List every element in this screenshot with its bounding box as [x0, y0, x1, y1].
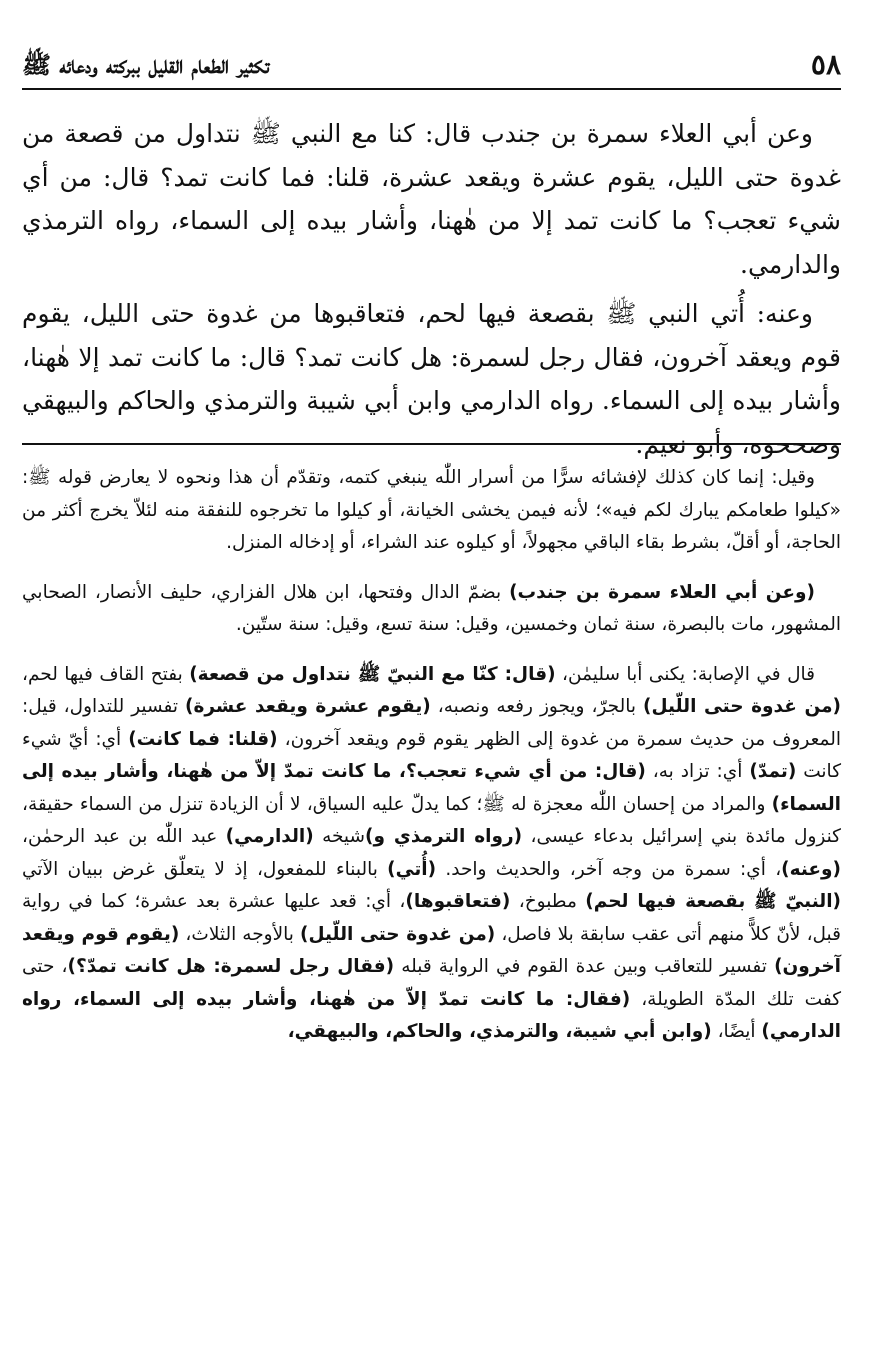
commentary-gloss: تفسير للتعاقب وبين عدة القوم في الرواية قبله: [394, 956, 775, 977]
commentary-gloss: قال في الإصابة: يكنى أبا سليمٰن،: [555, 663, 815, 685]
commentary-paragraph: [22, 577, 841, 642]
commentary-gloss: ، أي: سمرة من وجه آخر، والحديث واحد.: [436, 858, 782, 880]
commentary-gloss: تفسير للتداول، قيل: المعروف من حديث سمرة من غدوة إلى الظهر يقوم قوم ويقعد آخرون،: [22, 696, 841, 750]
commentary-lemma: (فتعاقبوها): [405, 891, 511, 912]
page-number: ٥٨: [810, 48, 841, 81]
commentary-gloss: أي: تزاد به،: [645, 761, 750, 782]
commentary-gloss: شيخه: [313, 826, 366, 847]
commentary-gloss: ، أي: قعد عليها عشرة بعد عشرة؛ كما في رواية قبل، لأنّ كلاًّ منهم أتى عقب سابقة بلا فاصل،: [22, 891, 841, 945]
commentary-lemma: (فقال: ما كانت تمدّ إلاّ من هٰهنا، وأشار بيده إلى السماء، رواه الدارمي): [22, 988, 841, 1042]
commentary-lemma: (رواه الترمذي و): [365, 826, 523, 847]
commentary-lemma: (يقوم قوم ويقعد آخرون): [22, 923, 841, 977]
page-header: [22, 48, 841, 84]
commentary-lemma: (وابن أبي شيبة، والترمذي، والحاكم، والبيهقي،: [287, 1021, 712, 1042]
commentary-gloss: بالأوجه الثلاث،: [179, 923, 301, 945]
commentary-lemma: (فقال رجل لسمرة: هل كانت تمدّ؟): [67, 956, 395, 977]
commentary-gloss: بالبناء للمفعول، إذ لا يتعلّق غرض ببيان الآتي: [22, 858, 388, 880]
commentary-gloss: أي: أيّ شيء كانت: [22, 728, 842, 782]
commentary-lemma: (تمدّ): [749, 761, 797, 782]
section-divider: [22, 443, 841, 445]
commentary-lemma: (النبيّ ﷺ بقصعة فيها لحم): [585, 891, 841, 912]
commentary-gloss: بفتح القاف فيها لحم،: [22, 663, 190, 685]
commentary-lemma: (وعنه): [781, 858, 841, 880]
running-title: تكثير الطعام القليل ببركته ودعائه ﷺ: [22, 50, 270, 79]
commentary-paragraph: [22, 659, 841, 1049]
commentary-lemma: (قال: من أي شيء تعجب؟، ما كانت تمدّ إلاّ من هٰهنا، وأشار بيده إلى السماء): [22, 761, 841, 815]
commentary-gloss: أيضًا،: [711, 1021, 762, 1042]
commentary-lemma: (من غدوة حتى اللّيل): [300, 923, 496, 945]
header-divider: [22, 88, 841, 90]
commentary-gloss: عبد اللّٰه بن عبد الرحمٰن،: [22, 826, 226, 847]
commentary-lemma: (وعن أبي العلاء سمرة بن جندب): [509, 581, 815, 603]
hadith-text: [22, 112, 841, 466]
commentary-gloss: ، حتى كفت تلك المدّة الطويلة،: [22, 956, 841, 1010]
commentary-gloss: مطبوخ،: [510, 891, 586, 912]
commentary-text: [22, 462, 841, 1049]
hadith-paragraph: وعنه: أُتي النبي ﷺ بقصعة فيها لحم، فتعاقبوها من غدوة حتى الليل، يقوم قوم ويعقد آخرون، فقال رجل لسمرة: هل كانت تمد؟ قال: ما كانت تمد إلا هٰهنا، وأشار بيده إلى السماء. رواه الدارمي وابن أبي شيبة والترمذي والحاكم والبيهقي وصححوه، وأبو نعيم.: [22, 299, 841, 459]
commentary-gloss: والمراد من إحسان اللّٰه معجزة له ﷺ؛ كما يدلّ عليه السياق، لا أن الزيادة تنزل من السماء حقيقة، كنزول مائدة بني إسرائيل بدعاء عيسى،: [22, 793, 841, 847]
commentary-lemma: (يقوم عشرة ويقعد عشرة): [185, 696, 431, 717]
hadith-paragraph: وعن أبي العلاء سمرة بن جندب قال: كنا مع النبي ﷺ نتداول من قصعة من غدوة حتى الليل، يقوم عشرة ويقعد عشرة، قلنا: فما كانت تمد؟ قال: من أي شيء تعجب؟ ما كانت تمد إلا من هٰهنا، وأشار بيده إلى السماء، رواه الترمذي والدارمي.: [22, 119, 841, 279]
commentary-gloss: بالجرّ، ويجوز رفعه ونصبه،: [430, 696, 644, 717]
commentary-lemma: (أُتي): [387, 858, 437, 880]
commentary-lemma: (من غدوة حتى اللّيل): [643, 696, 842, 717]
commentary-lemma: (قال: كنّا مع النبيّ ﷺ نتداول من قصعة): [189, 663, 556, 685]
commentary-lemma: (قلنا: فما كانت): [128, 728, 278, 750]
commentary-paragraph: وقيل: إنما كان كذلك لإفشائه سرًّا من أسرار اللّٰه ينبغي كتمه، وتقدّم أن هذا ونحوه لا يعارض قوله ﷺ: «كيلوا طعامكم يبارك لكم فيه»؛ لأنه فيمن يخشى الخيانة، أو كيلوا ما تخرجوه للنفقة منه لئلاّ يخرج أكثر من الحاجة، أو أقلّ، بشرط بقاء الباقي مجهولاً، أو كيلوه عند الشراء، أو إدخاله المنزل.: [22, 467, 841, 553]
commentary-gloss: بضمّ الدال وفتحها، ابن هلال الفزاري، حليف الأنصار، الصحابي المشهور، مات بالبصرة، سنة ثمان وخمسين، وقيل: سنة تسع، وقيل: سنة ستّين.: [22, 581, 841, 635]
commentary-lemma: (الدارمي): [225, 826, 314, 847]
